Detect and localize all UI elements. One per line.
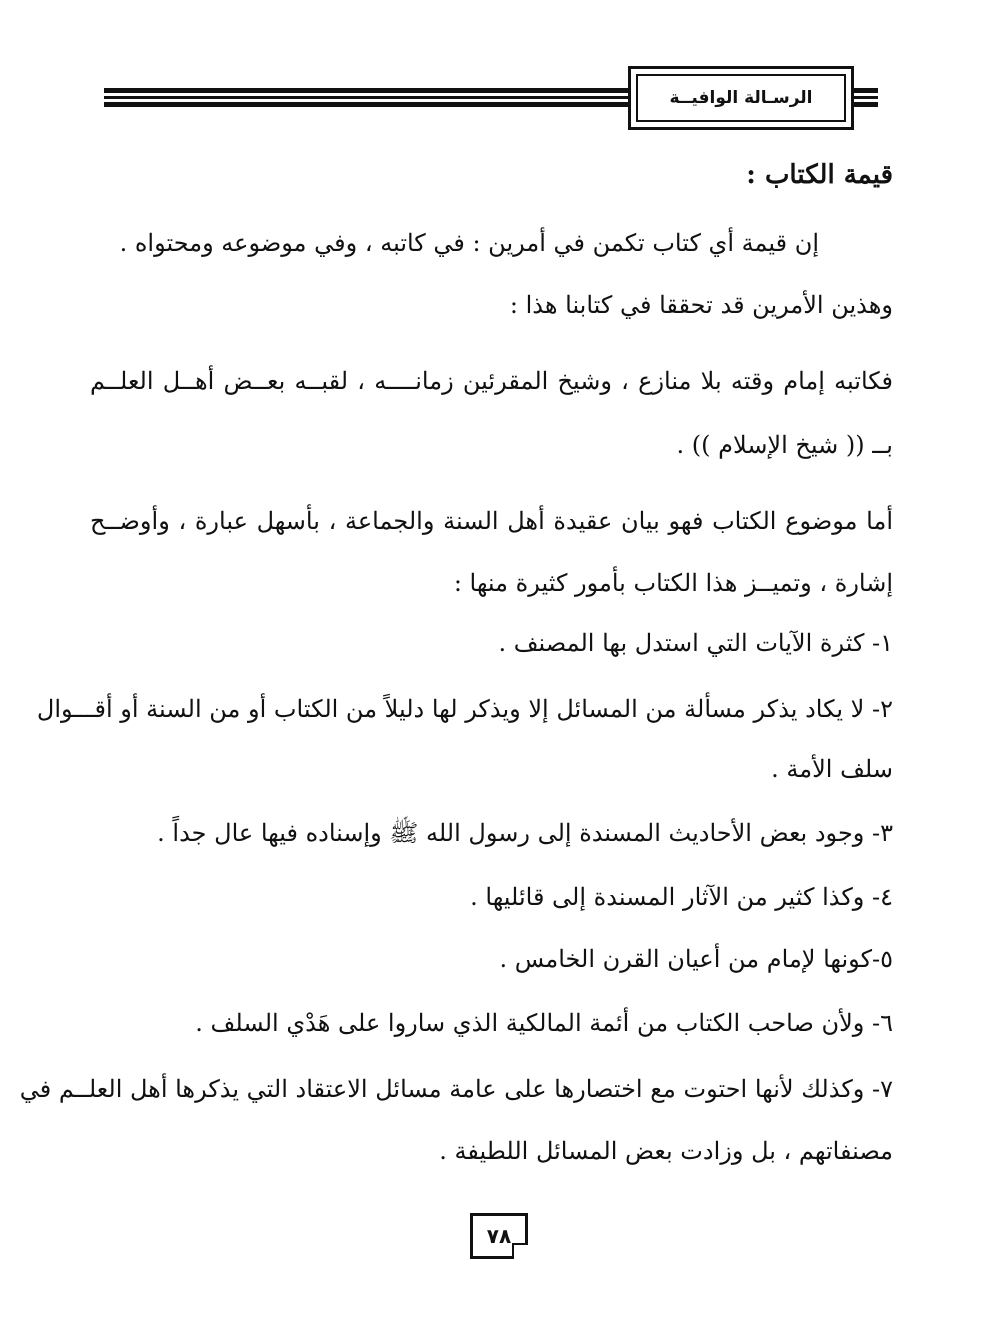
list-item: ٢- لا يكاد يذكر مسألة من المسائل إلا ويذكر لها دليلاً من الكتاب أو من السنة أو أقـــوال xyxy=(36,695,893,723)
running-header-box xyxy=(628,66,854,130)
header-rule-middle xyxy=(104,96,630,99)
header-rule-stub xyxy=(852,88,878,93)
page-corner-fold-icon xyxy=(512,1243,528,1259)
paragraph-line: إن قيمة أي كتاب تكمن في أمرين : في كاتبه ، وفي موضوعه ومحتواه . xyxy=(119,229,819,257)
paragraph-line: أما موضوع الكتاب فهو بيان عقيدة أهل السنة والجماعة ، بأسهل عبارة ، وأوضــح xyxy=(90,507,893,535)
header-rule-stub xyxy=(852,102,878,107)
list-item-continuation: مصنفاتهم ، بل وزادت بعض المسائل اللطيفة . xyxy=(439,1137,893,1165)
list-item: ٦- ولأن صاحب الكتاب من أئمة المالكية الذي ساروا على هَدْي السلف . xyxy=(195,1009,893,1037)
list-item-continuation: سلف الأمة . xyxy=(771,755,893,783)
header-rule-stub xyxy=(852,96,878,99)
paragraph-line: إشارة ، وتميــز هذا الكتاب بأمور كثيرة منها : xyxy=(453,569,893,597)
paragraph-line: وهذين الأمرين قد تحققا في كتابنا هذا : xyxy=(509,291,893,319)
list-item: ١- كثرة الآيات التي استدل بها المصنف . xyxy=(498,629,893,657)
list-item: ٤- وكذا كثير من الآثار المسندة إلى قائليها . xyxy=(470,883,893,911)
section-heading: قيمة الكتاب : xyxy=(746,160,893,190)
header-rule-top xyxy=(104,88,630,93)
list-item: ٧- وكذلك لأنها احتوت مع اختصارها على عامة مسائل الاعتقاد التي يذكرها أهل العلــم في xyxy=(19,1075,893,1103)
list-item: ٣- وجود بعض الأحاديث المسندة إلى رسول الله ﷺ وإسناده فيها عال جداً . xyxy=(157,819,893,847)
running-header-inner xyxy=(636,74,846,122)
paragraph-line: فكاتبه إمام وقته بلا منازع ، وشيخ المقرئين زمانــــه ، لقبــه بعــض أهــل العلــم xyxy=(90,367,893,395)
running-header-title: الرسـالة الوافيــة xyxy=(669,88,813,108)
list-item: ٥-كونها لإمام من أعيان القرن الخامس . xyxy=(499,945,893,973)
header-rule-bottom xyxy=(104,102,630,107)
page-number-box xyxy=(470,1213,528,1259)
paragraph-line: بــ (( شيخ الإسلام )) . xyxy=(676,431,893,459)
page-number: ٧٨ xyxy=(486,1224,512,1248)
